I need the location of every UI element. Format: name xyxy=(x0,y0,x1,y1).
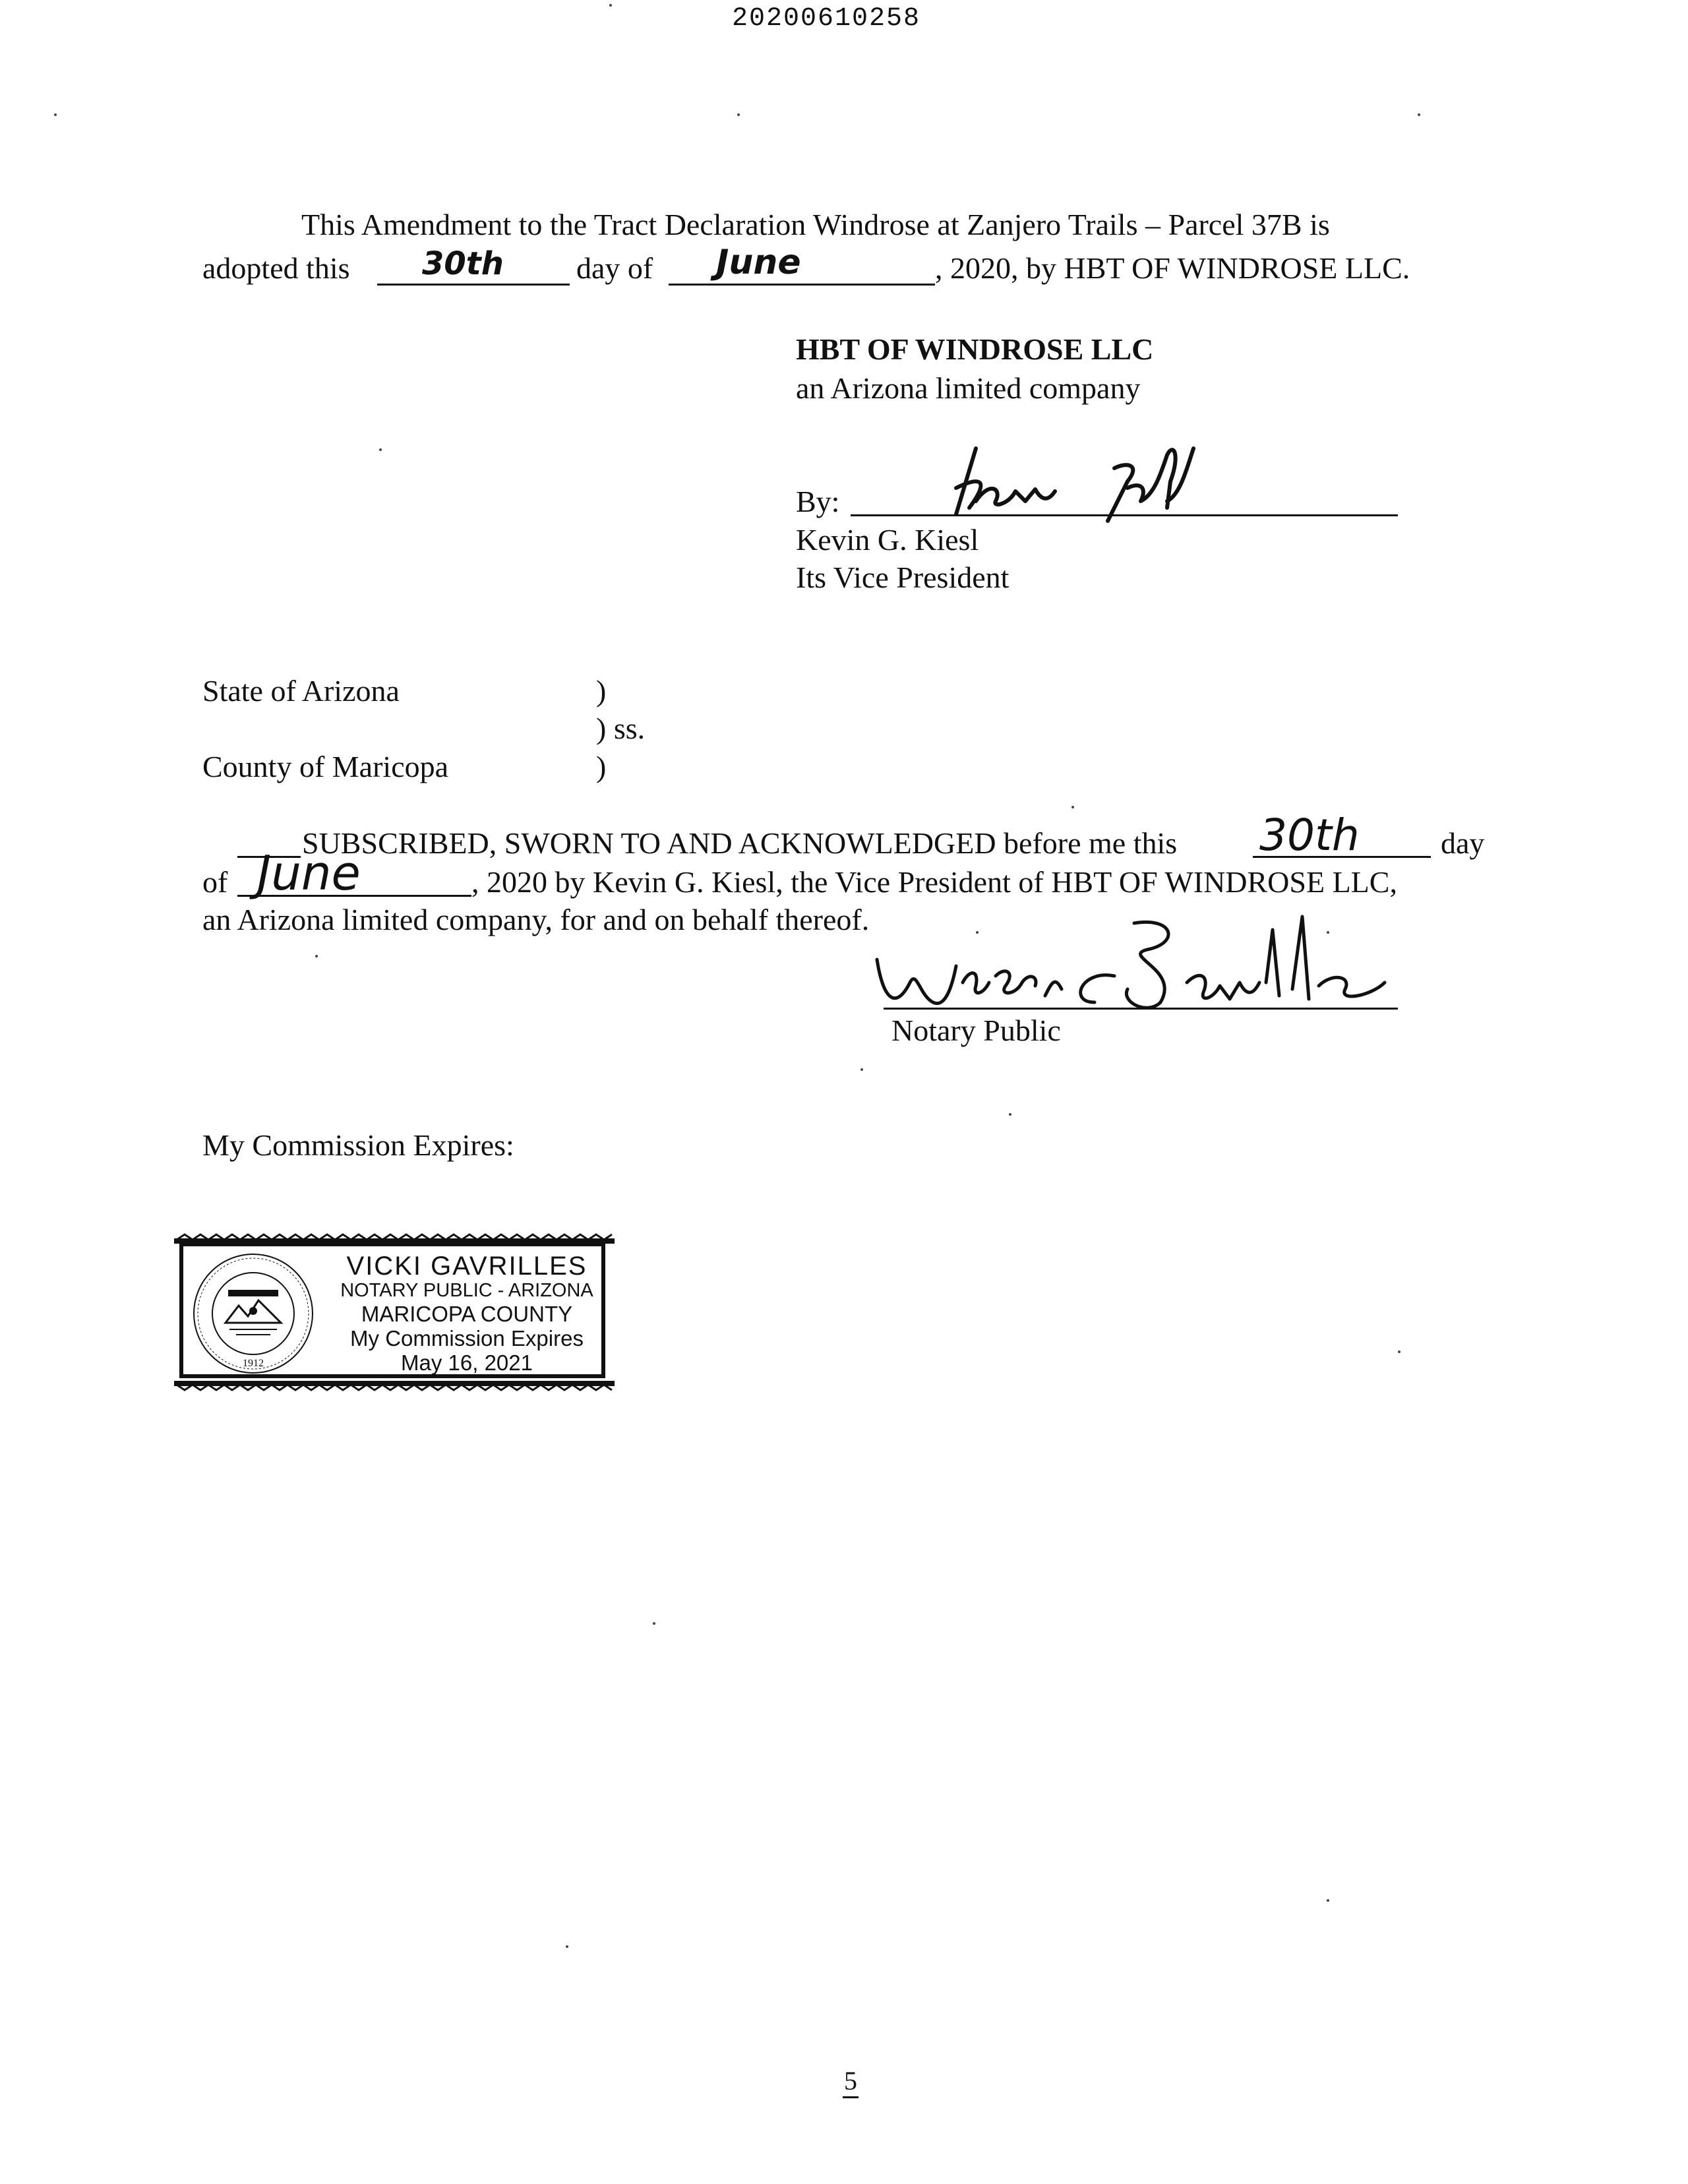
day-blank-line xyxy=(377,284,570,286)
scan-speck xyxy=(1327,931,1329,934)
stamp-notary-line: NOTARY PUBLIC - ARIZONA xyxy=(340,1280,593,1301)
venue-paren-3: ) xyxy=(596,750,607,783)
ack-line-1-prefix: SUBSCRIBED, SWORN TO AND ACKNOWLEDGED before me this xyxy=(302,826,1178,860)
month-blank-line xyxy=(669,284,935,286)
company-type: an Arizona limited company xyxy=(796,371,1141,405)
scan-speck xyxy=(1398,1350,1401,1353)
handwritten-day: 30th xyxy=(422,245,504,282)
ack-handwritten-month: June xyxy=(257,845,361,901)
stamp-expires-date: May 16, 2021 xyxy=(401,1350,533,1375)
scan-speck xyxy=(609,4,612,7)
venue-county: County of Maricopa xyxy=(202,750,449,783)
scan-speck xyxy=(1327,1899,1329,1902)
scan-speck xyxy=(315,955,318,957)
scan-speck xyxy=(379,448,382,451)
venue-paren-1: ) xyxy=(596,674,607,708)
seal-year: 1912 xyxy=(243,1358,264,1369)
ack-handwritten-day: 30th xyxy=(1259,810,1360,861)
scan-speck xyxy=(566,1945,568,1948)
by-label: By: xyxy=(796,485,840,518)
scan-speck xyxy=(1009,1113,1011,1116)
handwritten-month: June xyxy=(716,243,801,282)
scan-speck xyxy=(976,931,979,934)
scan-speck xyxy=(737,113,740,116)
scan-speck xyxy=(860,1068,863,1071)
scan-speck xyxy=(1071,806,1074,808)
kiesl-signature xyxy=(930,429,1246,534)
company-name: HBT OF WINDROSE LLC xyxy=(796,332,1154,366)
venue-ss: ) ss. xyxy=(596,712,646,745)
ack-line-3: an Arizona limited company, for and on behalf thereof. xyxy=(202,903,870,936)
intro-adopted-prefix: adopted this xyxy=(202,251,350,285)
arizona-seal-icon xyxy=(190,1250,316,1377)
intro-adopted-suffix: , 2020, by HBT OF WINDROSE LLC. xyxy=(935,251,1410,285)
commission-expires-label: My Commission Expires: xyxy=(202,1128,514,1162)
notary-public-label: Notary Public xyxy=(891,1014,1061,1047)
notary-signature xyxy=(870,903,1451,1029)
notary-stamp xyxy=(170,1233,618,1391)
intro-line-1: This Amendment to the Tract Declaration Windrose at Zanjero Trails – Parcel 37B is xyxy=(301,208,1330,241)
intro-day-of: day of xyxy=(576,251,653,285)
ack-line-1-suffix: day xyxy=(1441,826,1485,860)
stamp-name: VICKI GAVRILLES xyxy=(346,1252,588,1281)
scan-speck xyxy=(54,113,57,116)
signer-title: Its Vice President xyxy=(796,561,1010,594)
signer-name: Kevin G. Kiesl xyxy=(796,523,979,557)
page-number: 5 xyxy=(843,2065,859,2098)
record-number: 20200610258 xyxy=(732,4,921,34)
ack-line-2-suffix: , 2020 by Kevin G. Kiesl, the Vice President of HBT OF WINDROSE LLC, xyxy=(471,865,1397,899)
stamp-county-line: MARICOPA COUNTY xyxy=(361,1302,573,1326)
scan-speck xyxy=(653,1622,655,1625)
venue-state: State of Arizona xyxy=(202,674,400,708)
ack-line-2-prefix: of xyxy=(202,865,228,899)
stamp-expires-label: My Commission Expires xyxy=(350,1326,584,1350)
stamp-text xyxy=(328,1253,605,1374)
scan-speck xyxy=(1418,113,1420,116)
